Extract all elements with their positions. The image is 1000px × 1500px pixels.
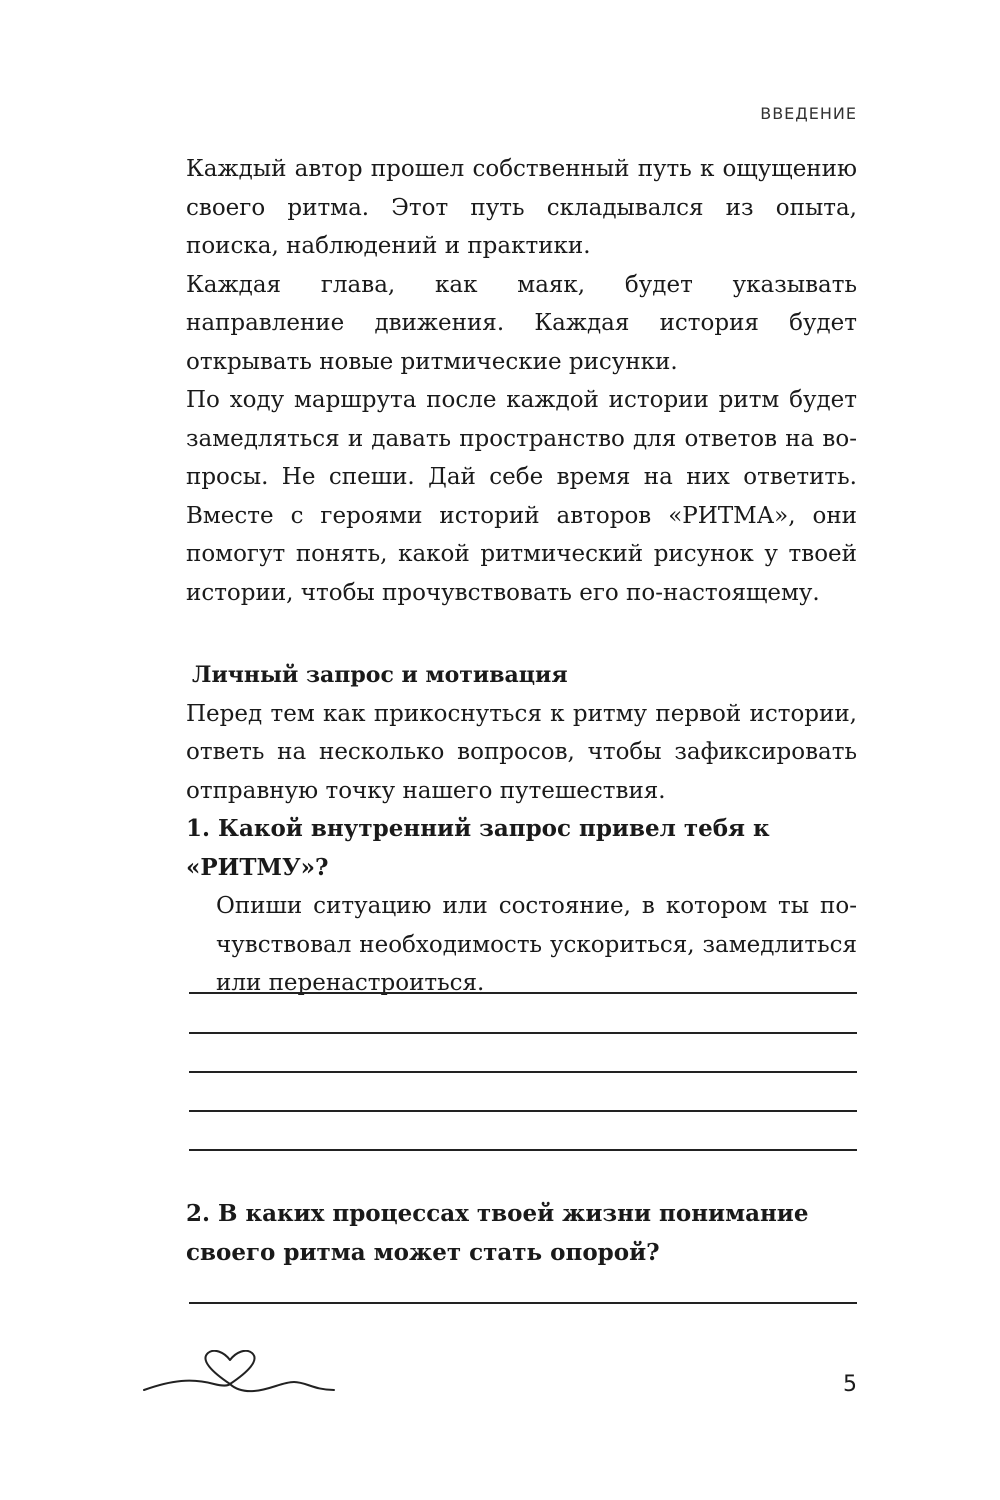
answer-line[interactable] — [189, 1032, 857, 1034]
answer-line[interactable] — [189, 992, 857, 994]
answer-line[interactable] — [189, 1071, 857, 1073]
heart-swirl-icon — [142, 1350, 337, 1400]
page-number: 5 — [843, 1372, 857, 1397]
paragraph-3: По ходу маршрута после каждой истории ритм будет замедляться и давать пространство для ответов на вопросы. Не спеши. Дай себе время на них ответить. Вместе с героями историй авторов «РИТМА», они помогут понять, какой ритмический рисунок у твоей истории, чтобы прочувствовать его по-настоящему. — [186, 387, 857, 606]
section-title: Личный запрос и мотивация — [192, 662, 568, 688]
answer-line[interactable] — [189, 1302, 857, 1304]
paragraph-2: Каждая глава, как маяк, будет указывать направление движения. Каждая история будет открывать новые ритмические рисунки. — [186, 271, 857, 375]
main-text — [186, 150, 857, 1003]
question-1-description: Опиши ситуацию или состояние, в котором ты почувствовал необходимость ускориться, замедлиться или перенастроиться. — [216, 893, 857, 996]
answer-line[interactable] — [189, 1110, 857, 1112]
intro-paragraph: Перед тем как прикоснуться к ритму первой истории, ответь на несколько вопросов, чтобы зафиксировать отправную точку нашего путешествия. — [186, 700, 857, 804]
question-1-title: 1. Какой внутренний запрос привел тебя к «РИТМУ»? — [186, 815, 770, 881]
paragraph-1: Каждый автор прошел собственный путь к ощущению своего ритма. Этот путь складывался из опыта, поиска, наблюдений и практики. — [186, 156, 857, 259]
running-head: ВВЕДЕНИЕ — [760, 104, 857, 123]
question-2-title: 2. В каких процессах твоей жизни понимание своего ритма может стать опорой? — [186, 1200, 809, 1266]
answer-line[interactable] — [189, 1149, 857, 1151]
